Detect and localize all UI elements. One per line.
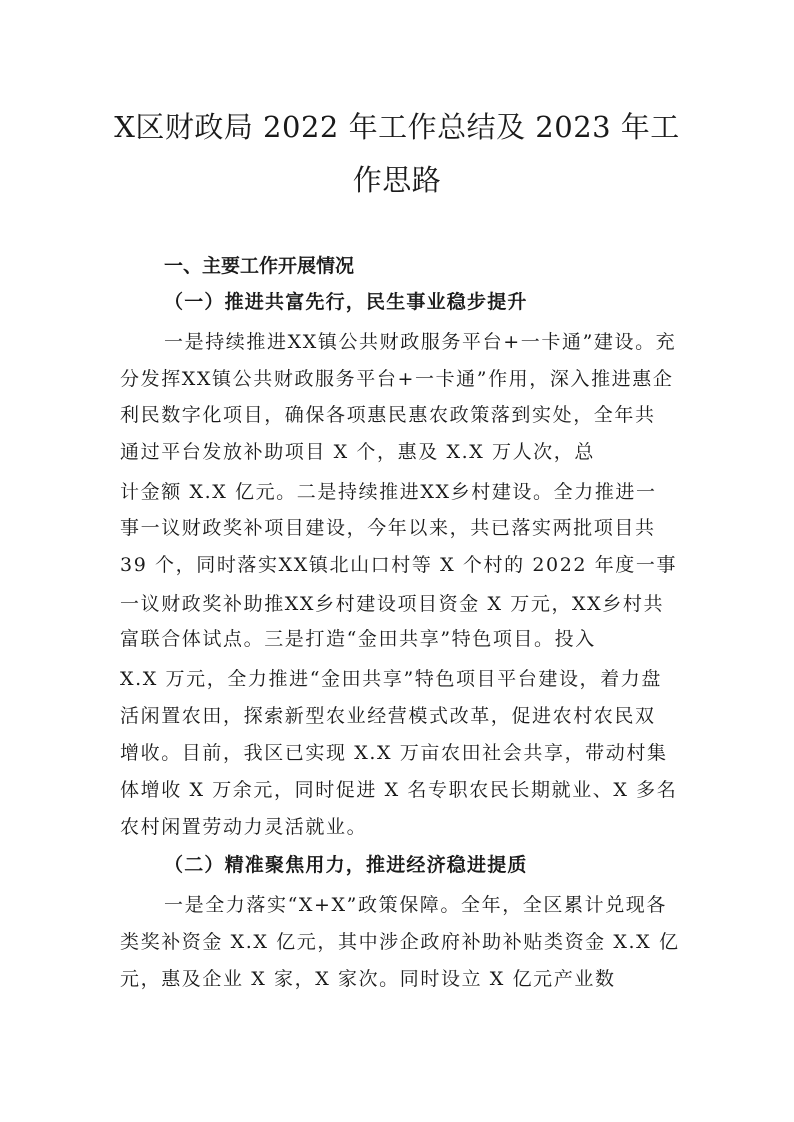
paragraph-1-line: 事一议财政奖补项目建设，今年以来，共已落实两批项目共 (120, 517, 656, 539)
paragraph-2-line: 一是全力落实“X+X”政策保障。全年，全区累计兑现各 (164, 894, 668, 916)
paragraph-2-line: 类奖补资金 X.X 亿元，其中涉企政府补助补贴类资金 X.X 亿 (120, 931, 680, 953)
subsection-heading-1: （一）推进共富先行，民生事业稳步提升 (164, 291, 528, 313)
document-title-line-1: X区财政局 2022 年工作总结及 2023 年工 (114, 110, 680, 144)
document-title-line-2: 作思路 (352, 163, 442, 197)
paragraph-1-line: 农村闲置劳动力灵活就业。 (120, 816, 368, 838)
paragraph-1-line: 富联合体试点。三是打造“金田共享”特色项目。投入 (120, 628, 596, 650)
section-heading: 一、主要工作开展情况 (164, 255, 355, 277)
paragraph-1-line: 一议财政奖补助推XX乡村建设项目资金 X 万元，XX乡村共 (120, 593, 665, 615)
paragraph-1-line: 一是持续推进XX镇公共财政服务平台+一卡通”建设。充 (164, 331, 677, 353)
paragraph-1-line: 39 个，同时落实XX镇北山口村等 X 个村的 2022 年度一事 (120, 554, 678, 576)
paragraph-1-line: 体增收 X 万余元，同时促进 X 名专职农民长期就业、X 多名 (120, 779, 678, 801)
paragraph-1-line: X.X 万元，全力推进“金田共享”特色项目平台建设，着力盘 (120, 668, 662, 690)
paragraph-1-line: 活闲置农田，探索新型农业经营模式改革，促进农村农民双 (120, 705, 656, 727)
paragraph-1-line: 增收。目前，我区已实现 X.X 万亩农田社会共享，带动村集 (120, 742, 668, 764)
subsection-heading-2: （二）精准聚焦用力，推进经济稳进提质 (164, 854, 528, 876)
paragraph-1-line: 分发挥XX镇公共财政服务平台+一卡通”作用，深入推进惠企 (120, 368, 674, 390)
paragraph-1-line: 计金额 X.X 亿元。二是持续推进XX乡村建设。全力推进一 (120, 481, 657, 503)
paragraph-1-line: 利民数字化项目，确保各项惠民惠农政策落到实处，全年共 (120, 404, 656, 426)
paragraph-2-line: 元，惠及企业 X 家，X 家次。同时设立 X 亿元产业数 (120, 968, 616, 990)
paragraph-1-line: 通过平台发放补助项目 X 个，惠及 X.X 万人次，总 (120, 441, 595, 463)
